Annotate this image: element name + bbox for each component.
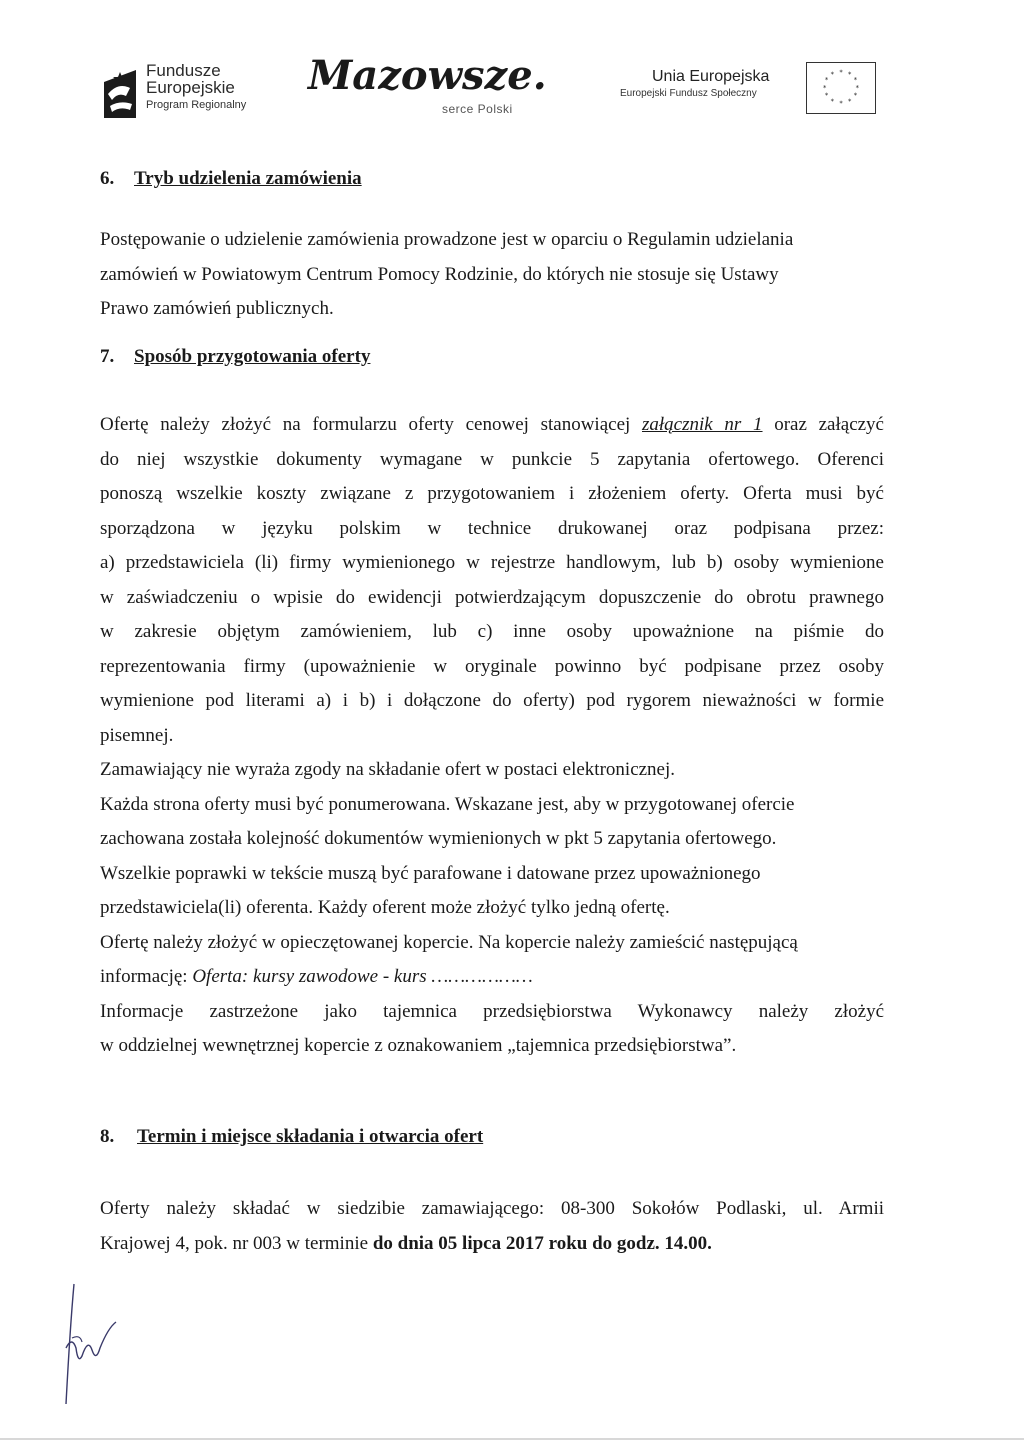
svg-text:*: *: [855, 83, 860, 92]
section-6-title: Tryb udzielenia zamówienia: [134, 168, 362, 189]
svg-text:*: *: [839, 68, 843, 77]
eu-logo-text: [620, 68, 769, 102]
svg-text:*: *: [824, 76, 829, 85]
section-7-text: Ofertę należy złożyć na formularzu oferty cenowej stanowiącej: [100, 414, 642, 435]
section-7-paragraph-2: Zamawiający nie wyraża zgody na składanie ofert w postaci elektronicznej.: [100, 759, 676, 780]
section-7-text: oraz załączyć: [762, 414, 884, 435]
section-8-paragraph: [100, 1192, 884, 1261]
svg-text:*: *: [830, 70, 835, 79]
section-8-heading: [100, 1126, 483, 1148]
mazowsze-logo: [304, 52, 564, 124]
section-7-line: a) przedstawiciela (li) firmy wymienionego w rejestrze handlowym, lub b) osoby wymienione: [100, 552, 884, 573]
section-8-line: [100, 1227, 884, 1262]
eu-logo-line1: Unia Europejska: [652, 68, 770, 85]
section-7-title: Sposób przygotowania oferty: [134, 346, 371, 367]
svg-text:*: *: [822, 83, 827, 92]
section-6-line: zamówień w Powiatowym Centrum Pomocy Rodzinie, do których nie stosuje się Ustawy: [100, 263, 779, 285]
section-7-line: do niej wszystkie dokumenty wymagane w punkcie 5 zapytania ofertowego. Oferenci: [100, 448, 884, 470]
section-7-paragraph-1: [100, 408, 884, 1064]
section-7-number: 7.: [100, 346, 115, 367]
fe-logo-text: [146, 62, 246, 113]
section-7-line: pisemnej.: [100, 724, 174, 746]
section-7-line: zachowana została kolejność dokumentów wymienionych w pkt 5 zapytania ofertowego.: [100, 828, 777, 849]
section-7-heading: [100, 346, 370, 368]
svg-text:*: *: [839, 99, 843, 108]
deadline-text: do dnia 05 lipca 2017 roku do godz. 14.00.: [372, 1232, 712, 1254]
envelope-label: Oferta: kursy zawodowe - kurs ………………: [192, 966, 533, 987]
section-6-line: Prawo zamówień publicznych.: [100, 298, 334, 319]
section-6-heading: [100, 168, 362, 190]
fe-logo-line3: Program Regionalny: [146, 99, 247, 111]
section-7-line: Informacje zastrzeżone jako tajemnica przedsiębiorstwa Wykonawcy należy złożyć: [100, 1000, 884, 1022]
section-7-line: Każda strona oferty musi być ponumerowana. Wskazane jest, aby w przygotowanej ofercie: [100, 793, 795, 815]
section-7-line: Ofertę należy złożyć w opieczętowanej kopercie. Na kopercie należy zamieścić następującą: [100, 931, 798, 953]
section-6-line: Postępowanie o udzielenie zamówienia prowadzone jest w oparciu o Regulamin udzielania: [100, 229, 794, 250]
section-7-line: w zaświadczeniu o wpisie do ewidencji potwierdzającym dopuszczenie do obrotu prawnego: [100, 586, 884, 608]
svg-text:*: *: [853, 91, 858, 100]
svg-text:*: *: [847, 97, 852, 106]
fe-flag-icon: [104, 60, 136, 118]
logo-header: [104, 52, 880, 124]
section-7-line: Wszelkie poprawki w tekście muszą być parafowane i datowane przez upoważnionego: [100, 862, 761, 884]
section-6-number: 6.: [100, 168, 115, 189]
svg-text:*: *: [847, 70, 852, 79]
svg-text:*: *: [830, 97, 835, 106]
section-8-number: 8.: [100, 1126, 115, 1147]
mazowsze-wordmark: Mazowsze.: [308, 52, 547, 99]
eu-stars-flag-icon: [806, 62, 876, 114]
section-8-title: Termin i miejsce składania i otwarcia ofert: [137, 1126, 484, 1147]
mazowsze-tagline: serce Polski: [442, 102, 513, 116]
section-7-line: ponoszą wszelkie koszty związane z przygotowaniem i złożeniem oferty. Oferta musi być: [100, 483, 884, 504]
svg-text:*: *: [853, 76, 858, 85]
section-7-line: [100, 408, 884, 443]
section-8-line: Oferty należy składać w siedzibie zamawiającego: 08-300 Sokołów Podlaski, ul. Armii: [100, 1198, 884, 1219]
section-7-line: przedstawiciela(li) oferenta. Każdy oferent może złożyć tylko jedną ofertę.: [100, 897, 670, 918]
section-7-line: w oddzielnej wewnętrznej kopercie z oznakowaniem „tajemnica przedsiębiorstwa”.: [100, 1035, 737, 1056]
section-8-text: Krajowej 4, pok. nr 003 w terminie: [100, 1232, 373, 1254]
section-7-line: reprezentowania firmy (upoważnienie w oryginale powinno być podpisane przez osoby: [100, 655, 884, 677]
section-7-line: w zakresie objętym zamówieniem, lub c) inne osoby upoważnione na piśmie do: [100, 621, 884, 642]
section-7-line: wymienione pod literami a) i b) i dołączone do oferty) pod rygorem nieważności w formie: [100, 690, 884, 711]
fe-logo-line2: Europejskie: [146, 78, 235, 97]
section-6-paragraph: [100, 223, 884, 327]
section-7-text: informację:: [100, 966, 193, 987]
section-7-line: sporządzona w języku polskim w technice drukowanej oraz podpisana przez:: [100, 517, 884, 539]
fe-logo-line1: Fundusze: [146, 61, 221, 80]
section-7-line: [100, 960, 884, 995]
eu-logo-line2: Europejski Fundusz Społeczny: [620, 88, 757, 99]
svg-text:*: *: [824, 91, 829, 100]
scan-border: [0, 1438, 1024, 1440]
handwritten-signature-icon: [52, 1278, 122, 1408]
attachment-reference: załącznik nr 1: [642, 414, 763, 435]
